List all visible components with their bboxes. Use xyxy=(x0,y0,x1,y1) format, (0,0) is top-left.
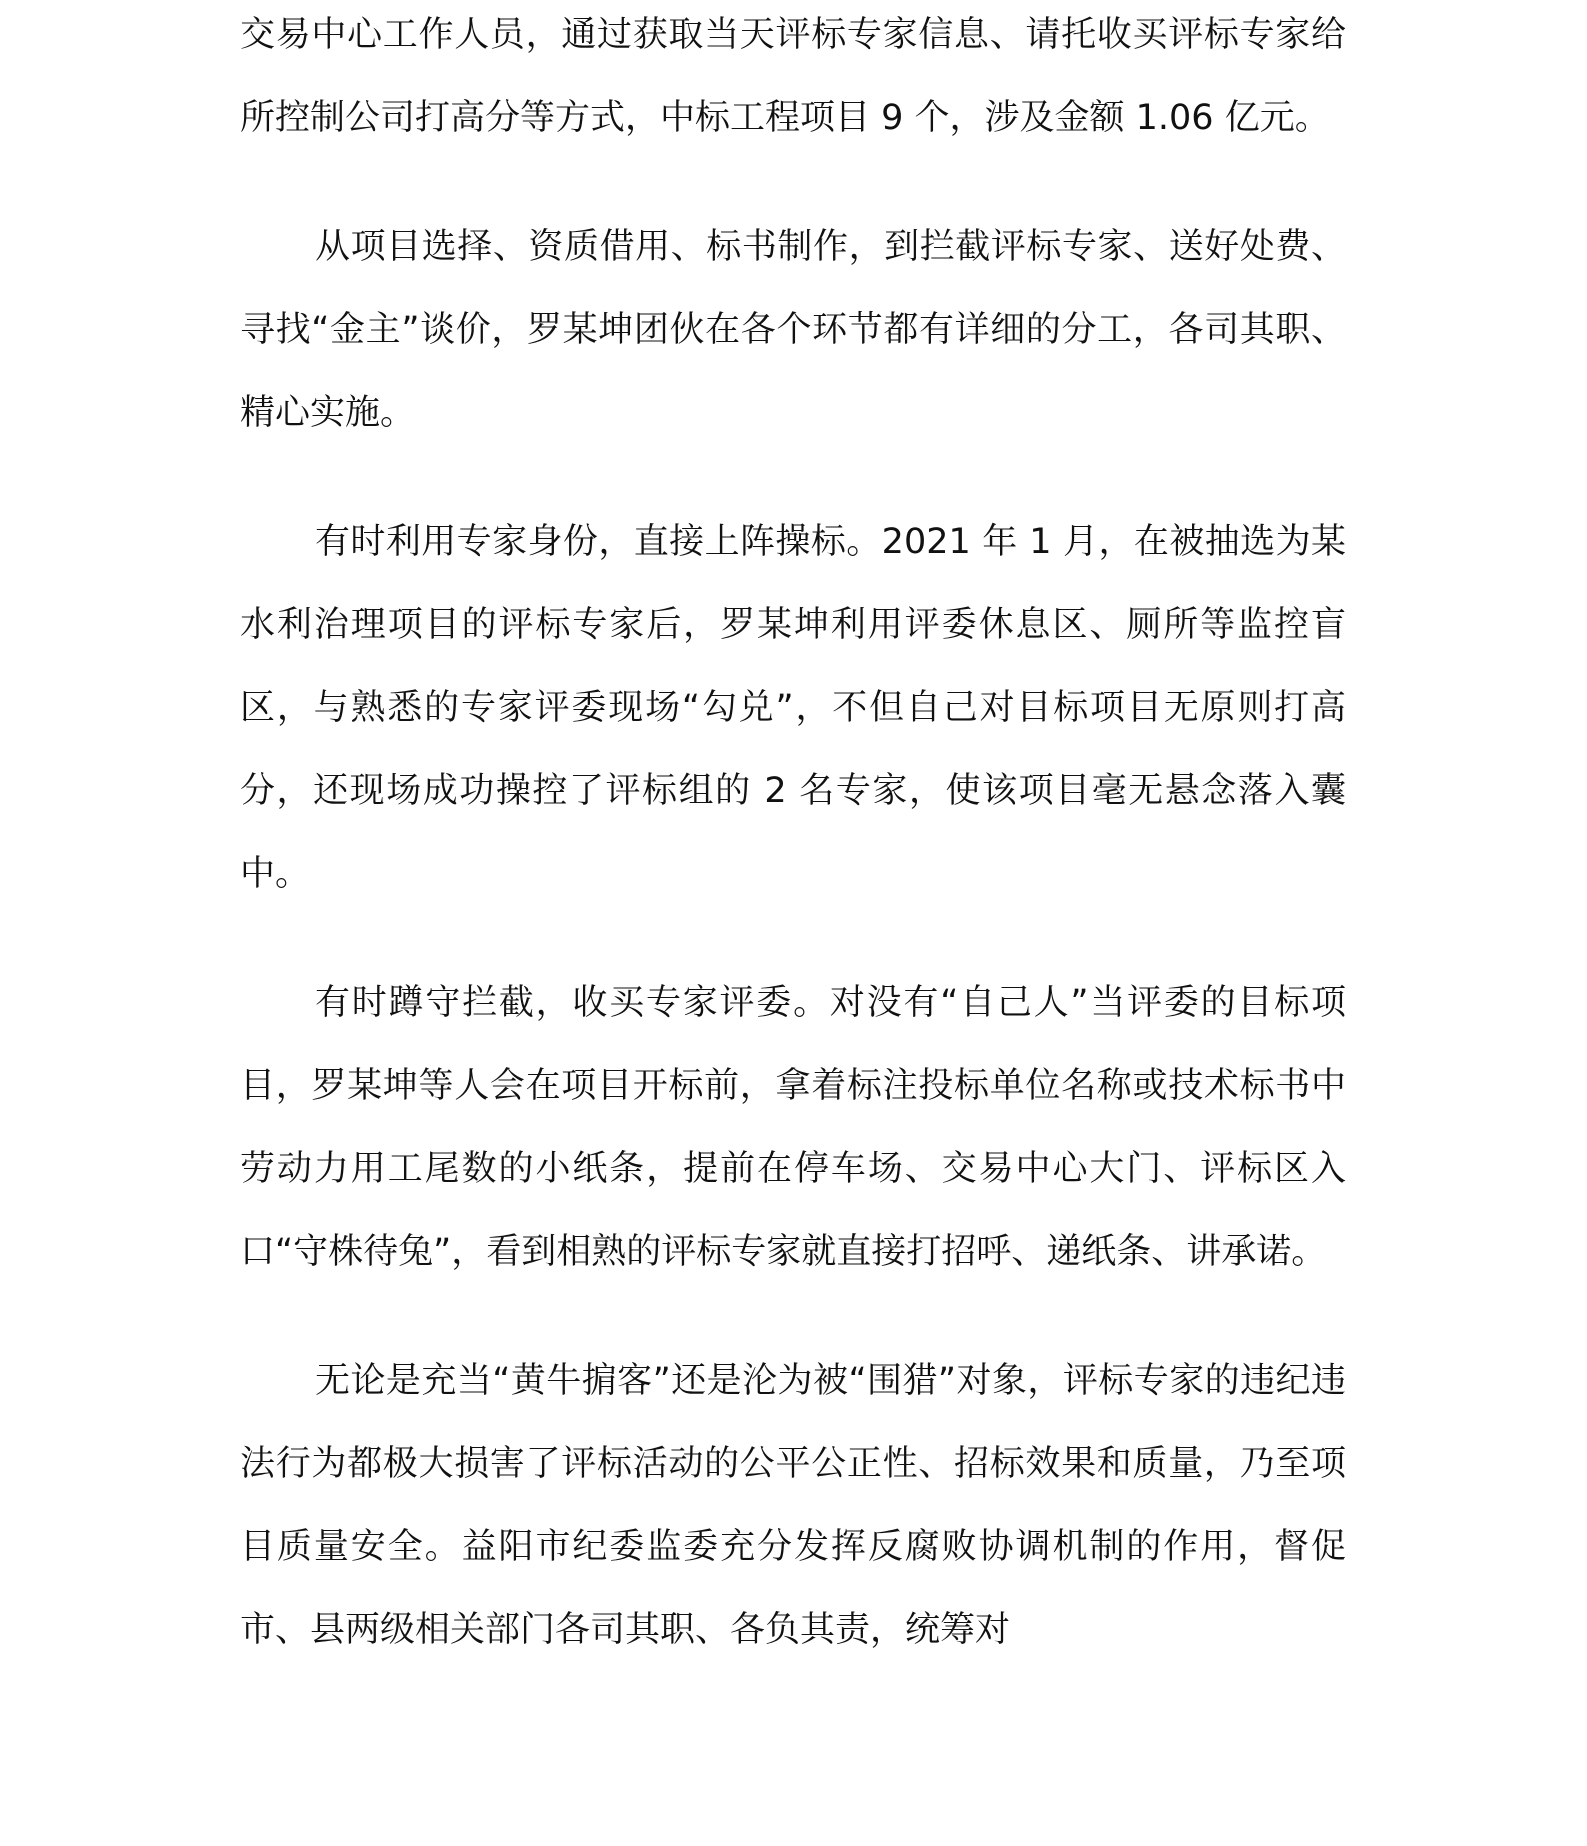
document-body xyxy=(240,0,1346,1672)
paragraph-4: 有时蹲守拦截，收买专家评委。对没有“自己人”当评委的目标项目，罗某坤等人会在项目开标前，拿着标注投标单位名称或技术标书中劳动力用工尾数的小纸条，提前在停车场、交易中心大门、评标区入口“守株待兔”，看到相熟的评标专家就直接打招呼、递纸条、讲承诺。 xyxy=(240,983,1346,1272)
paragraph-1: 交易中心工作人员，通过获取当天评标专家信息、请托收买评标专家给所控制公司打高分等方式，中标工程项目 9 个，涉及金额 1.06 亿元。 xyxy=(240,15,1346,138)
paragraph-gap xyxy=(240,916,1346,962)
paragraph-gap xyxy=(240,455,1346,501)
paragraph-5: 无论是充当“黄牛掮客”还是沦为被“围猎”对象，评标专家的违纪违法行为都极大损害了评标活动的公平公正性、招标效果和质量，乃至项目质量安全。益阳市纪委监委充分发挥反腐败协调机制的作用，督促市、县两级相关部门各司其职、各负其责，统筹对 xyxy=(240,1361,1346,1650)
paragraph-gap xyxy=(240,160,1346,206)
paragraph-gap xyxy=(240,1294,1346,1340)
paragraph-2: 从项目选择、资质借用、标书制作，到拦截评标专家、送好处费、寻找“金主”谈价，罗某坤团伙在各个环节都有详细的分工，各司其职、精心实施。 xyxy=(240,227,1346,433)
paragraph-3: 有时利用专家身份，直接上阵操标。2021 年 1 月，在被抽选为某水利治理项目的评标专家后，罗某坤利用评委休息区、厕所等监控盲区，与熟悉的专家评委现场“勾兑”，不但自己对目标项目无原则打高分，还现场成功操控了评标组的 2 名专家，使该项目毫无悬念落入囊中。 xyxy=(240,522,1346,894)
